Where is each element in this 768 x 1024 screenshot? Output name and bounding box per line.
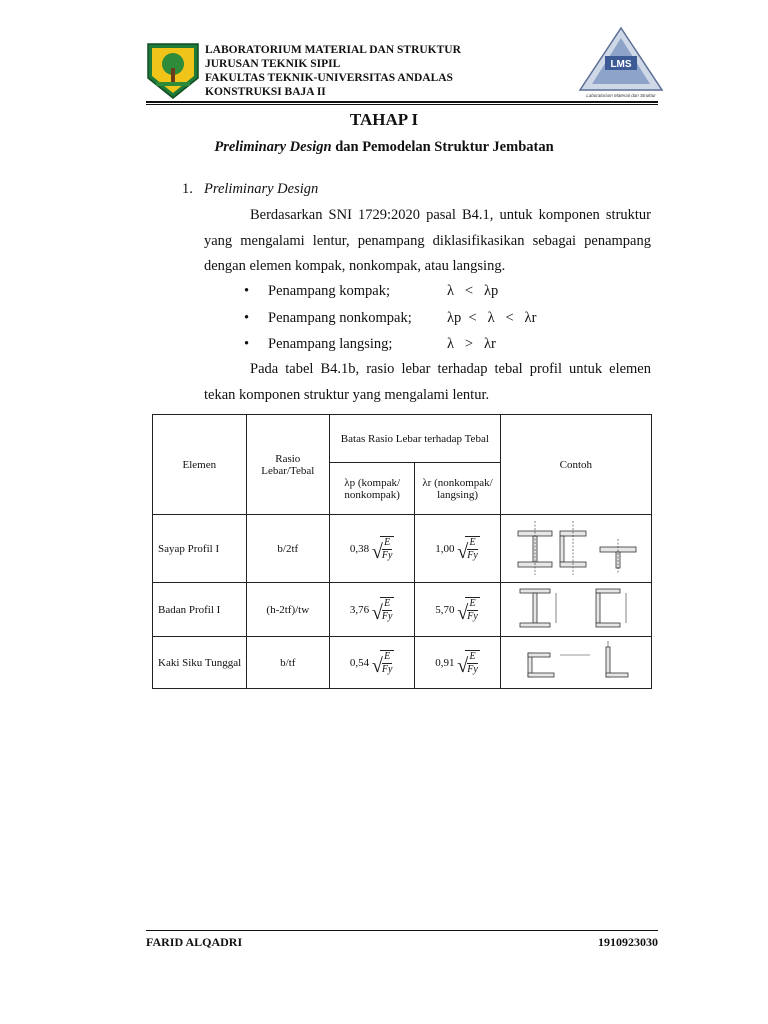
coef: 1,00 bbox=[435, 542, 455, 555]
section-number: 1. bbox=[182, 181, 193, 197]
cell-contoh bbox=[500, 515, 651, 583]
lms-logo bbox=[578, 26, 664, 100]
coef: 0,91 bbox=[435, 656, 455, 669]
cell-contoh bbox=[500, 637, 651, 689]
frac-den: Fy bbox=[381, 549, 393, 561]
frac-den: Fy bbox=[467, 663, 478, 675]
table-row bbox=[153, 583, 652, 637]
paragraph-table-intro-text: Pada tabel B4.1b, rasio lebar terhadap tebal profil untuk elemen tekan komponen struktur yang mengalami lentur. bbox=[204, 361, 651, 403]
frac-den: Fy bbox=[467, 549, 478, 561]
university-logo bbox=[146, 38, 200, 100]
header-line-lab: LABORATORIUM MATERIAL DAN STRUKTUR bbox=[205, 44, 461, 56]
bullet-icon: • bbox=[244, 336, 250, 352]
footer-rule bbox=[146, 930, 658, 931]
page-title: TAHAP I bbox=[349, 110, 419, 129]
cell-rasio: (h-2tf)/tw bbox=[246, 583, 329, 637]
angle-sections-diagram bbox=[510, 639, 642, 683]
cell-lambda-r: 0,91 √ $\frac{E}{Fy}$ bbox=[415, 637, 500, 689]
cell-rasio: b/tf bbox=[246, 637, 329, 689]
bullet-condition: λ < λp bbox=[447, 283, 499, 299]
bullet-label: Penampang kompak; bbox=[268, 283, 391, 299]
header-rule bbox=[146, 101, 658, 103]
coef: 0,54 bbox=[349, 656, 370, 669]
bullet-condition: λp < λ < λr bbox=[447, 310, 537, 326]
header-rule-thin bbox=[146, 104, 658, 105]
header-batas-rasio: Batas Rasio Lebar terhadap Tebal bbox=[329, 415, 500, 463]
lms-logo-text: LMS bbox=[610, 59, 632, 70]
header-lambda-p: λp (kompak/ nonkompak) bbox=[329, 463, 414, 515]
coef: 5,70 bbox=[435, 603, 455, 616]
section-heading bbox=[182, 181, 318, 198]
coef: 3,76 bbox=[349, 603, 370, 616]
width-thickness-ratio-table bbox=[152, 414, 652, 689]
frac-num: E bbox=[382, 598, 393, 611]
cell-elemen: Badan Profil I bbox=[153, 583, 247, 637]
cell-lambda-r: 1,00 √ $\frac{E}{Fy}$ bbox=[415, 515, 500, 583]
cell-rasio: b/2tf bbox=[246, 515, 329, 583]
header-institution-block bbox=[205, 43, 461, 99]
frac-num: E bbox=[467, 598, 478, 611]
subtitle-rest: dan Pemodelan Struktur Jembatan bbox=[331, 139, 554, 155]
frac-num: E bbox=[467, 651, 478, 664]
page-subtitle bbox=[0, 139, 768, 156]
header-elemen: Elemen bbox=[153, 415, 247, 515]
header-line-department: JURUSAN TEKNIK SIPIL bbox=[205, 58, 341, 70]
cell-contoh bbox=[500, 583, 651, 637]
flange-sections-diagram bbox=[510, 517, 642, 577]
cell-lambda-p: 3,76 √ $\frac{E}{Fy}$ bbox=[329, 583, 414, 637]
bullet-icon: • bbox=[244, 283, 250, 299]
frac-num: E bbox=[382, 537, 393, 550]
header-line-faculty: FAKULTAS TEKNIK-UNIVERSITAS ANDALAS bbox=[205, 72, 453, 84]
footer-author-name: FARID ALQADRI bbox=[146, 935, 243, 949]
bullet-label: Penampang nonkompak; bbox=[268, 310, 412, 326]
cell-lambda-p: 0,38 √ $\frac{E}{Fy}$ bbox=[329, 515, 414, 583]
bullet-condition: λ > λr bbox=[447, 336, 496, 352]
frac-num: E bbox=[467, 537, 478, 550]
frac-den: Fy bbox=[467, 610, 478, 622]
cell-lambda-r: 5,70 √ $\frac{E}{Fy}$ bbox=[415, 583, 500, 637]
cell-elemen: Sayap Profil I bbox=[153, 515, 247, 583]
cell-elemen: Kaki Siku Tunggal bbox=[153, 637, 247, 689]
table-row bbox=[153, 637, 652, 689]
frac-den: Fy bbox=[381, 610, 393, 622]
lms-logo-caption: Laboratorium Material dan Struktur bbox=[586, 93, 656, 98]
bullet-icon: • bbox=[244, 310, 250, 326]
subtitle-italic: Preliminary Design bbox=[214, 139, 332, 155]
bullet-label: Penampang langsing; bbox=[268, 336, 393, 352]
web-sections-diagram bbox=[510, 585, 642, 631]
cell-lambda-p: 0,54 √ $\frac{E}{Fy}$ bbox=[329, 637, 414, 689]
paragraph-classification bbox=[204, 203, 651, 280]
footer-student-id: 1910923030 bbox=[598, 935, 658, 949]
coef: 0,38 bbox=[349, 542, 370, 555]
header-contoh: Contoh bbox=[500, 415, 651, 515]
paragraph-classification-text: Berdasarkan SNI 1729:2020 pasal B4.1, untuk komponen struktur yang mengalami lentur, penampang diklasifikasikan sebagai penampang dengan elemen kompak, nonkompak, atau langsing. bbox=[204, 207, 651, 274]
header-rasio: Rasio Lebar/Tebal bbox=[246, 415, 329, 515]
paragraph-table-intro bbox=[204, 357, 651, 408]
header-lambda-r: λr (nonkompak/ langsing) bbox=[415, 463, 500, 515]
frac-den: Fy bbox=[381, 663, 393, 675]
header-line-course: KONSTRUKSI BAJA II bbox=[205, 86, 326, 98]
table-row bbox=[153, 515, 652, 583]
section-title: Preliminary Design bbox=[204, 181, 319, 197]
frac-num: E bbox=[382, 651, 393, 664]
